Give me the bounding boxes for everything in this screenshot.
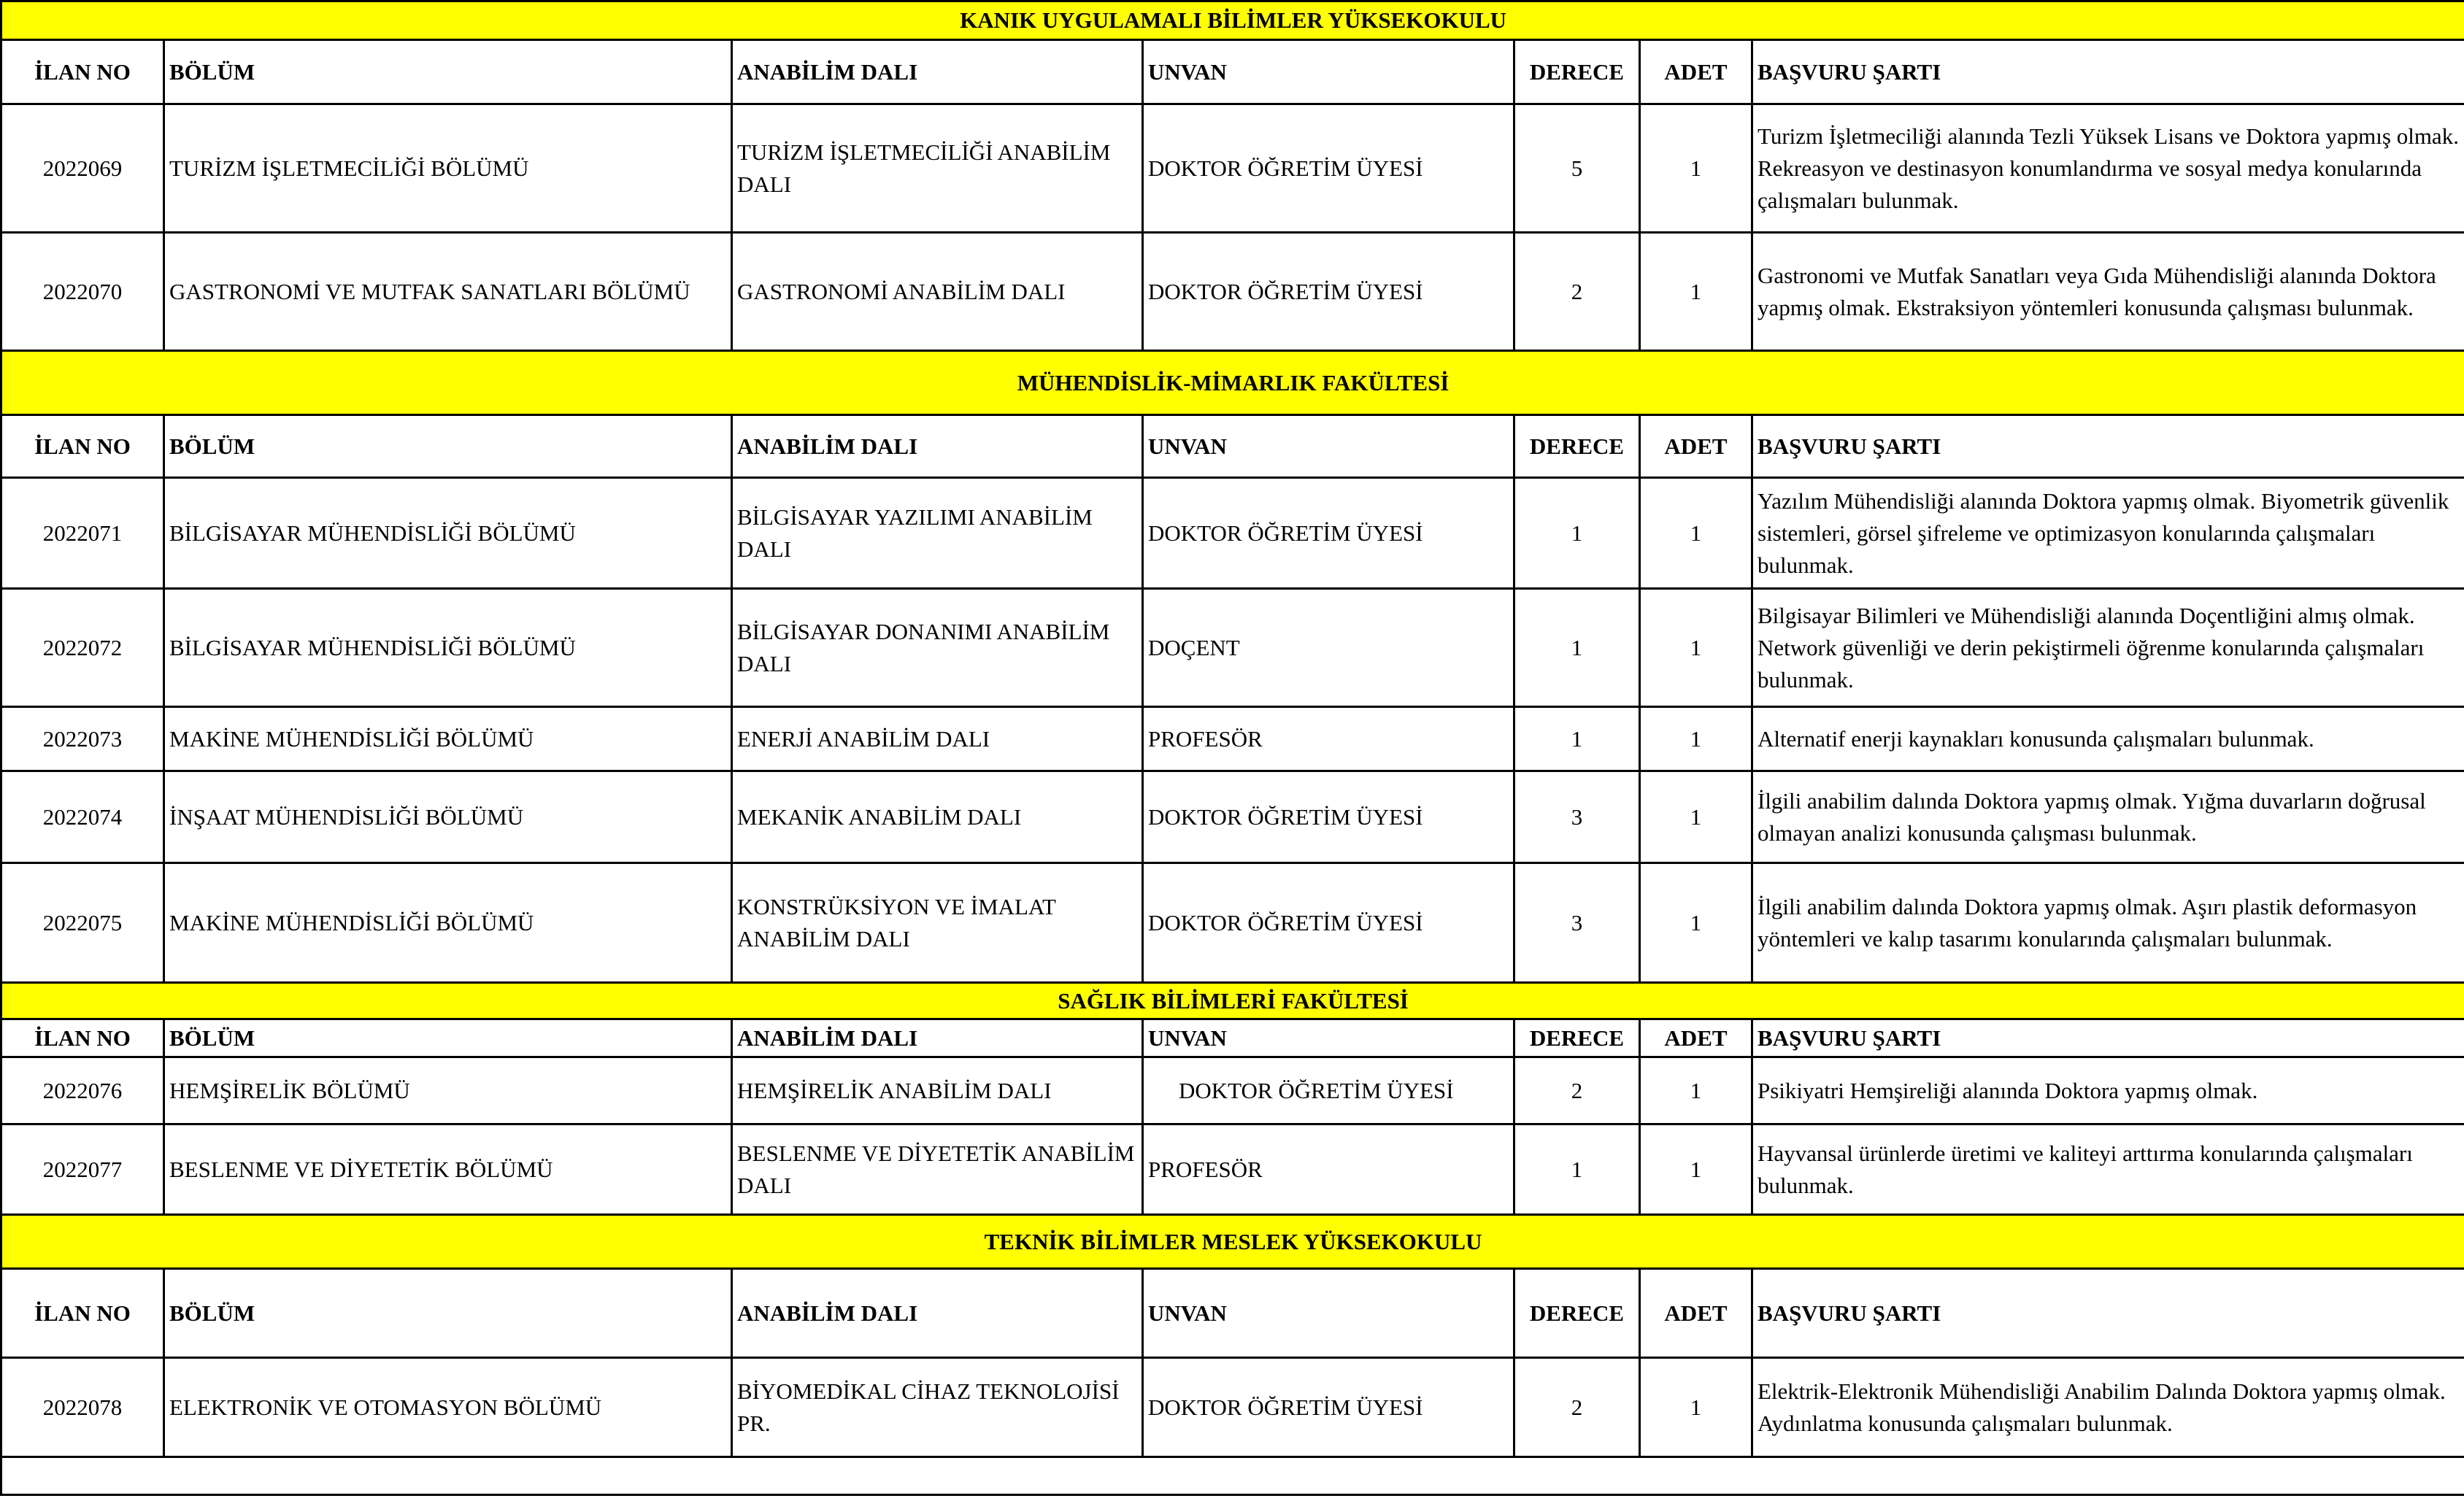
empty-cell [1, 1457, 2464, 1495]
cell-derece: 1 [1514, 589, 1640, 707]
cell-derece: 1 [1514, 707, 1640, 771]
table-row [1, 1057, 2464, 1124]
cell-unvan: DOKTOR ÖĞRETİM ÜYESİ [1143, 104, 1514, 233]
cell-bolum: İNŞAAT MÜHENDİSLİĞİ BÖLÜMÜ [164, 771, 732, 863]
cell-adet: 1 [1640, 1358, 1752, 1457]
section-title-row [1, 1, 2464, 40]
cell-ilan-no: 2022074 [1, 771, 164, 863]
cell-unvan: DOKTOR ÖĞRETİM ÜYESİ [1143, 771, 1514, 863]
empty-row [1, 1457, 2464, 1495]
cell-anabilim: HEMŞİRELİK ANABİLİM DALI [732, 1057, 1143, 1124]
cell-derece: 3 [1514, 771, 1640, 863]
header-bolum: BÖLÜM [164, 415, 732, 478]
cell-derece: 1 [1514, 1124, 1640, 1215]
cell-ilan-no: 2022070 [1, 233, 164, 351]
cell-adet: 1 [1640, 1124, 1752, 1215]
column-header-row [1, 40, 2464, 104]
cell-anabilim: GASTRONOMİ ANABİLİM DALI [732, 233, 1143, 351]
header-adet: ADET [1640, 1019, 1752, 1057]
cell-unvan: DOKTOR ÖĞRETİM ÜYESİ [1143, 863, 1514, 983]
cell-adet: 1 [1640, 104, 1752, 233]
cell-bolum: ELEKTRONİK VE OTOMASYON BÖLÜMÜ [164, 1358, 732, 1457]
cell-bolum: HEMŞİRELİK BÖLÜMÜ [164, 1057, 732, 1124]
cell-ilan-no: 2022069 [1, 104, 164, 233]
cell-unvan: DOKTOR ÖĞRETİM ÜYESİ [1143, 478, 1514, 589]
cell-bolum: BİLGİSAYAR MÜHENDİSLİĞİ BÖLÜMÜ [164, 589, 732, 707]
cell-bolum: MAKİNE MÜHENDİSLİĞİ BÖLÜMÜ [164, 707, 732, 771]
header-ilan-no: İLAN NO [1, 40, 164, 104]
header-sart: BAŞVURU ŞARTI [1752, 1019, 2464, 1057]
cell-unvan: PROFESÖR [1143, 707, 1514, 771]
cell-anabilim: BİLGİSAYAR DONANIMI ANABİLİM DALI [732, 589, 1143, 707]
cell-sart: Yazılım Mühendisliği alanında Doktora yapmış olmak. Biyometrik güvenlik sistemleri, görsel şifreleme ve optimizasyon konularında çalışmaları bulunmak. [1752, 478, 2464, 589]
header-sart: BAŞVURU ŞARTI [1752, 415, 2464, 478]
cell-unvan: DOKTOR ÖĞRETİM ÜYESİ [1143, 233, 1514, 351]
cell-sart: Turizm İşletmeciliği alanında Tezli Yüksek Lisans ve Doktora yapmış olmak. Rekreasyon ve destinasyon konumlandırma ve sosyal medya konularında çalışmaları bulunmak. [1752, 104, 2464, 233]
table-row [1, 707, 2464, 771]
table-row [1, 104, 2464, 233]
table-row [1, 478, 2464, 589]
cell-derece: 3 [1514, 863, 1640, 983]
cell-derece: 1 [1514, 478, 1640, 589]
header-bolum: BÖLÜM [164, 1019, 732, 1057]
cell-adet: 1 [1640, 589, 1752, 707]
cell-bolum: BESLENME VE DİYETETİK BÖLÜMÜ [164, 1124, 732, 1215]
header-unvan: UNVAN [1143, 415, 1514, 478]
cell-ilan-no: 2022071 [1, 478, 164, 589]
cell-derece: 5 [1514, 104, 1640, 233]
header-derece: DERECE [1514, 1019, 1640, 1057]
cell-ilan-no: 2022077 [1, 1124, 164, 1215]
cell-derece: 2 [1514, 1057, 1640, 1124]
header-unvan: UNVAN [1143, 40, 1514, 104]
column-header-row [1, 1269, 2464, 1358]
cell-ilan-no: 2022076 [1, 1057, 164, 1124]
header-unvan: UNVAN [1143, 1269, 1514, 1358]
table-row [1, 1124, 2464, 1215]
cell-bolum: BİLGİSAYAR MÜHENDİSLİĞİ BÖLÜMÜ [164, 478, 732, 589]
column-header-row [1, 1019, 2464, 1057]
table-row [1, 589, 2464, 707]
cell-bolum: MAKİNE MÜHENDİSLİĞİ BÖLÜMÜ [164, 863, 732, 983]
cell-anabilim: ENERJİ ANABİLİM DALI [732, 707, 1143, 771]
header-ilan-no: İLAN NO [1, 1269, 164, 1358]
header-sart: BAŞVURU ŞARTI [1752, 1269, 2464, 1358]
cell-anabilim: KONSTRÜKSİYON VE İMALAT ANABİLİM DALI [732, 863, 1143, 983]
cell-sart: Bilgisayar Bilimleri ve Mühendisliği alanında Doçentliğini almış olmak. Network güvenliği ve derin pekiştirmeli öğrenme konularında çalışmaları bulunmak. [1752, 589, 2464, 707]
column-header-row [1, 415, 2464, 478]
cell-unvan: DOKTOR ÖĞRETİM ÜYESİ [1143, 1057, 1514, 1124]
cell-sart: Alternatif enerji kaynakları konusunda çalışmaları bulunmak. [1752, 707, 2464, 771]
header-unvan: UNVAN [1143, 1019, 1514, 1057]
cell-sart: Psikiyatri Hemşireliği alanında Doktora yapmış olmak. [1752, 1057, 2464, 1124]
cell-sart: İlgili anabilim dalında Doktora yapmış olmak. Aşırı plastik deformasyon yöntemleri ve kalıp tasarımı konularında çalışmaları bulunmak. [1752, 863, 2464, 983]
cell-sart: Gastronomi ve Mutfak Sanatları veya Gıda Mühendisliği alanında Doktora yapmış olmak. Ekstraksiyon yöntemleri konusunda çalışması bulunmak. [1752, 233, 2464, 351]
cell-adet: 1 [1640, 863, 1752, 983]
header-sart: BAŞVURU ŞARTI [1752, 40, 2464, 104]
header-derece: DERECE [1514, 1269, 1640, 1358]
cell-adet: 1 [1640, 233, 1752, 351]
cell-ilan-no: 2022072 [1, 589, 164, 707]
table-row [1, 863, 2464, 983]
cell-ilan-no: 2022073 [1, 707, 164, 771]
cell-adet: 1 [1640, 478, 1752, 589]
section-title: TEKNİK BİLİMLER MESLEK YÜKSEKOKULU [1, 1215, 2464, 1269]
header-derece: DERECE [1514, 40, 1640, 104]
header-anabilim: ANABİLİM DALI [732, 415, 1143, 478]
section-title: KANIK UYGULAMALI BİLİMLER YÜKSEKOKULU [1, 1, 2464, 40]
cell-adet: 1 [1640, 707, 1752, 771]
cell-derece: 2 [1514, 1358, 1640, 1457]
cell-adet: 1 [1640, 1057, 1752, 1124]
section-title: MÜHENDİSLİK-MİMARLIK FAKÜLTESİ [1, 351, 2464, 415]
header-bolum: BÖLÜM [164, 40, 732, 104]
header-ilan-no: İLAN NO [1, 415, 164, 478]
section-title: SAĞLIK BİLİMLERİ FAKÜLTESİ [1, 983, 2464, 1019]
header-adet: ADET [1640, 415, 1752, 478]
table-row [1, 233, 2464, 351]
cell-unvan: PROFESÖR [1143, 1124, 1514, 1215]
cell-sart: Hayvansal ürünlerde üretimi ve kaliteyi arttırma konularında çalışmaları bulunmak. [1752, 1124, 2464, 1215]
cell-sart: İlgili anabilim dalında Doktora yapmış olmak. Yığma duvarların doğrusal olmayan analizi konusunda çalışması bulunmak. [1752, 771, 2464, 863]
table-row [1, 771, 2464, 863]
cell-ilan-no: 2022078 [1, 1358, 164, 1457]
header-adet: ADET [1640, 40, 1752, 104]
header-anabilim: ANABİLİM DALI [732, 1269, 1143, 1358]
cell-anabilim: BİYOMEDİKAL CİHAZ TEKNOLOJİSİ PR. [732, 1358, 1143, 1457]
cell-bolum: GASTRONOMİ VE MUTFAK SANATLARI BÖLÜMÜ [164, 233, 732, 351]
cell-unvan: DOÇENT [1143, 589, 1514, 707]
cell-derece: 2 [1514, 233, 1640, 351]
cell-bolum: TURİZM İŞLETMECİLİĞİ BÖLÜMÜ [164, 104, 732, 233]
cell-unvan: DOKTOR ÖĞRETİM ÜYESİ [1143, 1358, 1514, 1457]
header-anabilim: ANABİLİM DALI [732, 40, 1143, 104]
header-anabilim: ANABİLİM DALI [732, 1019, 1143, 1057]
header-adet: ADET [1640, 1269, 1752, 1358]
cell-sart: Elektrik-Elektronik Mühendisliği Anabilim Dalında Doktora yapmış olmak. Aydınlatma konusunda çalışmaları bulunmak. [1752, 1358, 2464, 1457]
header-ilan-no: İLAN NO [1, 1019, 164, 1057]
section-title-row [1, 983, 2464, 1019]
cell-anabilim: TURİZM İŞLETMECİLİĞİ ANABİLİM DALI [732, 104, 1143, 233]
cell-anabilim: BİLGİSAYAR YAZILIMI ANABİLİM DALI [732, 478, 1143, 589]
section-title-row [1, 351, 2464, 415]
header-bolum: BÖLÜM [164, 1269, 732, 1358]
table-row [1, 1358, 2464, 1457]
cell-anabilim: MEKANİK ANABİLİM DALI [732, 771, 1143, 863]
section-title-row [1, 1215, 2464, 1269]
cell-ilan-no: 2022075 [1, 863, 164, 983]
cell-anabilim: BESLENME VE DİYETETİK ANABİLİM DALI [732, 1124, 1143, 1215]
header-derece: DERECE [1514, 415, 1640, 478]
cell-adet: 1 [1640, 771, 1752, 863]
